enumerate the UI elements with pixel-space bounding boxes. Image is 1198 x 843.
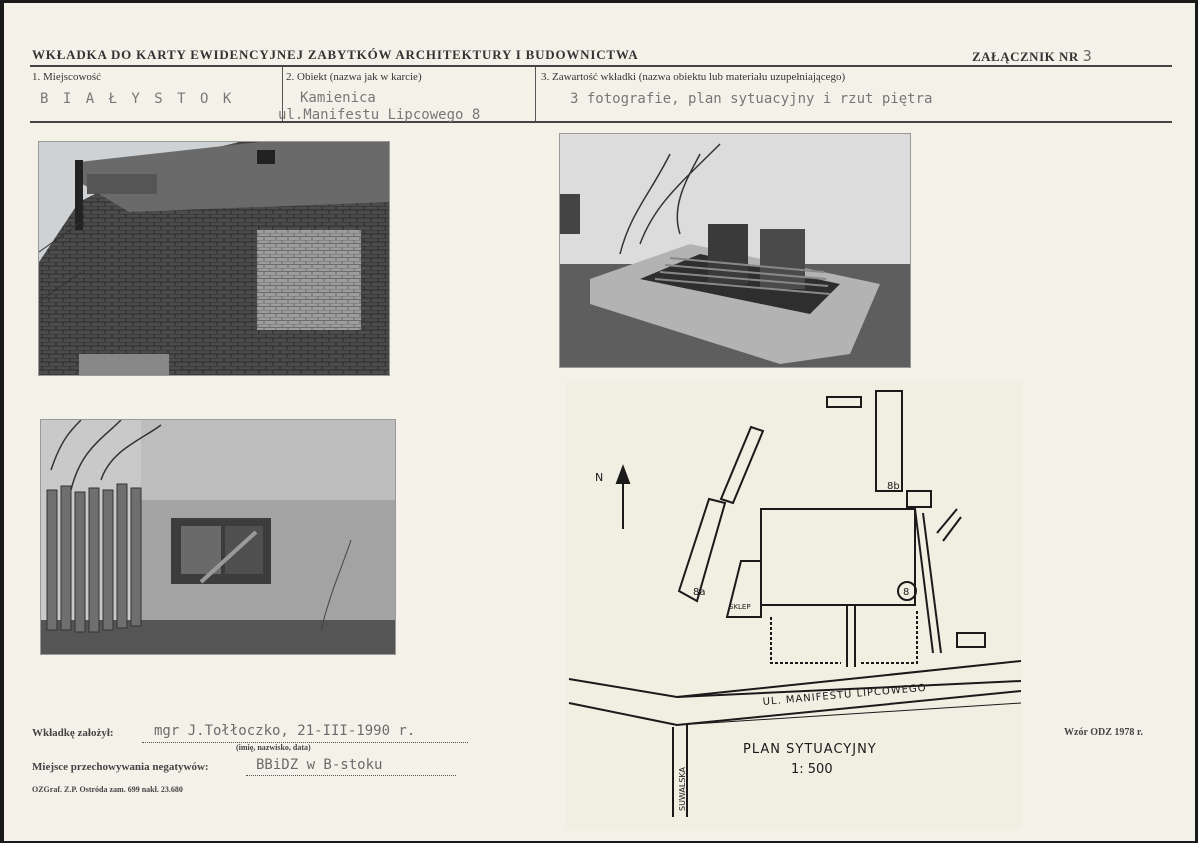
photo-cellar-window: [559, 133, 911, 368]
photo-plastered-wall: [40, 419, 396, 655]
site-plan: [565, 381, 1021, 829]
content-label: 3. Zawartość wkładki (nazwa obiektu lub materiału uzupełniającego): [541, 71, 846, 83]
storage-label: Miejsce przechowywania negatywów:: [32, 761, 209, 773]
photo-brick-facade: [38, 141, 390, 376]
plastered-wall-image: [41, 420, 395, 654]
founder-hint: (imię, nazwisko, data): [236, 743, 311, 752]
annex-number: 3: [1082, 47, 1093, 65]
founder-label: Wkładkę założył:: [32, 727, 114, 739]
header-rule: [30, 65, 1172, 67]
object-label: 2. Obiekt (nazwa jak w karcie): [286, 71, 422, 83]
fields-rule: [30, 121, 1172, 123]
object-value-line2: ul.Manifestu Lipcowego 8: [278, 107, 481, 123]
document-title: WKŁADKA DO KARTY EWIDENCYJNEJ ZABYTKÓW ARCHITEKTURY I BUDOWNICTWA: [32, 47, 639, 62]
shop-label: SKLEP: [729, 603, 751, 611]
plan-scale: 1: 500: [791, 762, 833, 777]
object-value-line1: Kamienica: [300, 90, 376, 106]
cellar-window-image: [560, 134, 910, 367]
founder-value: mgr J.Tołłoczko, 21-III-1990 r.: [154, 723, 416, 739]
north-label: N: [595, 471, 604, 484]
building-8a-label: 8a: [693, 587, 706, 598]
locality-value: B I A Ł Y S T O K: [40, 91, 235, 107]
storage-underline: [246, 774, 456, 776]
main-street-label: UL. MANIFESTU LIPCOWEGO: [762, 682, 928, 708]
side-street-label: SUWALSKA: [678, 767, 687, 811]
print-info: OZGraf. Z.P. Ostróda zam. 699 nakł. 23.680: [32, 785, 183, 794]
brick-facade-image: [39, 142, 389, 375]
building-8-label: 8: [903, 587, 910, 598]
building-8b-label: 8b: [887, 481, 900, 492]
record-card: [4, 3, 1195, 841]
site-plan-drawing: [565, 381, 1021, 829]
locality-label: 1. Miejscowość: [32, 71, 102, 83]
annex-label: ZAŁĄCZNIK NR 3: [972, 47, 1093, 65]
field-divider: [535, 67, 536, 121]
storage-value: BBiDZ w B-stoku: [256, 757, 383, 773]
plan-title: PLAN SYTUACYJNY: [743, 742, 877, 757]
content-value: 3 fotografie, plan sytuacyjny i rzut piętra: [570, 91, 933, 107]
form-code: Wzór ODZ 1978 r.: [1064, 727, 1143, 738]
